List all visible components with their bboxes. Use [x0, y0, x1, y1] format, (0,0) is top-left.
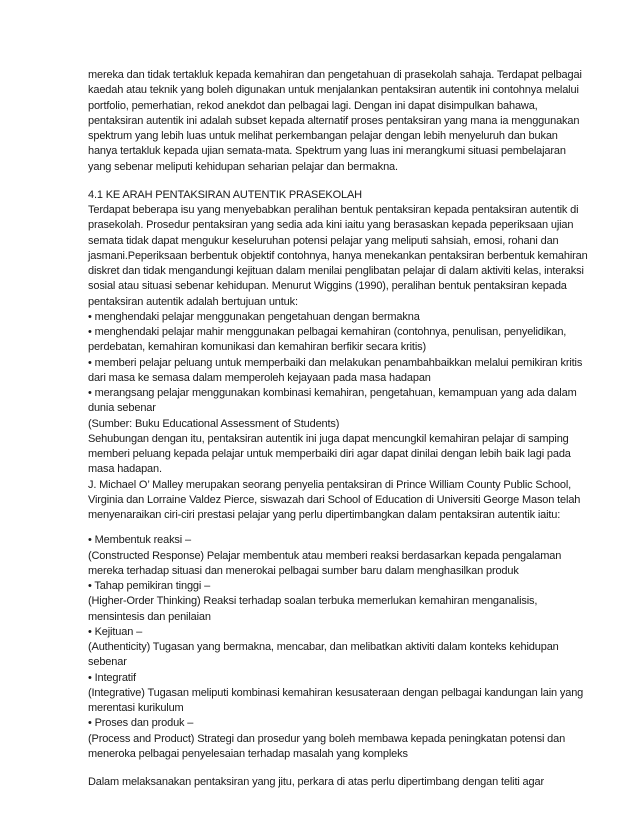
paragraph-gap — [88, 523, 562, 533]
text-line: semata tidak dapat mengukur keseluruhan potensi pelajar yang meliputi sahsiah, emosi, rohani dan — [88, 234, 559, 247]
text-line: (Process and Product) Strategi dan prosedur yang boleh membawa kepada peningkatan potensi dan — [88, 732, 566, 745]
text-line: dari masa ke semasa dalam memperoleh kejayaan pada masa hadapan — [88, 371, 431, 384]
intro-paragraph — [88, 68, 582, 175]
text-line: Dalam melaksanakan pentaksiran yang jitu, perkara di atas perlu dipertimbang dengan teliti agar — [88, 776, 544, 788]
text-line: jasmani.Peperiksaan berbentuk objektif contohnya, hanya menekankan pentaksiran berbentuk kemahiran — [88, 249, 588, 262]
text-line: sosial atau situasi sebenar kehidupan. Menurut Wiggins (1990), peralihan bentuk pentaksiran kepada — [88, 280, 567, 293]
text-line: • merangsang pelajar menggunakan kombinasi kemahiran, pengetahuan, kemampuan yang ada dalam — [88, 387, 577, 399]
text-line: Virginia dan Lorraine Valdez Pierce, siswazah dari School of Education di Universiti George Mason telah — [88, 493, 581, 506]
text-line: (Sumber: Buku Educational Assessment of Students) — [88, 417, 340, 430]
text-line: menyenaraikan ciri-ciri prestasi pelajar yang perlu dipertimbangkan dalam pentaksiran autentik iaitu: — [88, 509, 561, 521]
closing-paragraph — [88, 775, 562, 790]
text-line: memberi peluang kepada pelajar untuk memperbaiki diri agar dapat dinilai dengan lebih baik lagi pada — [88, 448, 571, 460]
text-line: masa hadapan. — [88, 463, 162, 476]
text-line: • Kejituan – — [88, 625, 143, 638]
text-line: mensintesis dan penilaian — [88, 610, 211, 623]
section-heading: 4.1 KE ARAH PENTAKSIRAN AUTENTIK PRASEKOLAH — [88, 188, 362, 201]
text-line: diskret dan tidak mengandungi kejituan dalam menilai penglibatan pelajar di dalam aktiviti kelas, interaksi — [88, 265, 584, 277]
text-line: spektrum yang lebih luas untuk melihat perkembangan pelajar dengan lebih menyeluruh dan bukan — [88, 130, 558, 142]
document-page — [88, 68, 588, 790]
text-line: pentaksiran autentik adalah bertujuan untuk: — [88, 295, 298, 308]
text-line: • Tahap pemikiran tinggi – — [88, 580, 211, 592]
text-line: portfolio, pemerhatian, rekod anekdot dan pelbagai lagi. Dengan ini dapat disimpulkan bahawa, — [88, 99, 538, 112]
text-line: • Proses dan produk – — [88, 717, 194, 730]
paragraph-gap — [88, 762, 562, 775]
text-line: mereka dan tidak tertakluk kepada kemahiran dan pengetahuan di prasekolah sahaja. Terdapat pelbagai — [88, 69, 582, 81]
text-line: meneroka pelbagai penyelesaian terhadap masalah yang kompleks — [88, 747, 408, 760]
text-line: Terdapat beberapa isu yang menyebabkan peralihan bentuk pentaksiran kepada pentaksiran autentik di — [88, 204, 579, 216]
text-line: • Integratif — [88, 671, 136, 684]
text-line: • Membentuk reaksi – — [88, 534, 191, 547]
text-line: dunia sebenar — [88, 402, 156, 415]
text-line: J. Michael O’ Malley merupakan seorang penyelia pentaksiran di Prince William County Public School, — [88, 478, 572, 491]
text-line: • memberi pelajar peluang untuk memperbaiki dan melakukan penambahbaikkan melalui pemikiran kritis — [88, 356, 583, 369]
criteria-list — [88, 533, 584, 762]
text-line: prasekolah. Prosedur pentaksiran yang sedia ada kini iaitu yang berasaskan kepada peperiksaan ujian — [88, 219, 574, 232]
text-line: kaedah atau teknik yang boleh digunakan untuk menjalankan pentaksiran autentik ini contohnya melalui — [88, 84, 579, 97]
text-line: Sehubungan dengan itu, pentaksiran autentik ini juga dapat mencungkil kemahiran pelajar di samping — [88, 432, 569, 445]
text-line: (Authenticity) Tugasan yang bermakna, mencabar, dan melibatkan aktiviti dalam konteks kehidupan — [88, 641, 559, 653]
text-line: yang sebenar meliputi kehidupan seharian pelajar dan bermakna. — [88, 160, 398, 173]
text-line: (Constructed Response) Pelajar membentuk atau memberi reaksi berdasarkan kepada pengalaman — [88, 549, 562, 562]
text-line: • menghendaki pelajar menggunakan pengetahuan dengan bermakna — [88, 310, 420, 323]
paragraph-gap — [88, 175, 562, 188]
section-body — [88, 203, 588, 523]
text-line: (Integrative) Tugasan meliputi kombinasi kemahiran kesusateraan dengan pelbagai kandungan lain yang — [88, 686, 584, 699]
text-line: hanya tertakluk kepada ujian semata-mata. Spektrum yang luas ini merangkumi situasi pembelajaran — [88, 145, 566, 158]
text-line: perdebatan, kemahiran komunikasi dan kemahiran berfikir secara kritis) — [88, 341, 426, 354]
text-line: merentasi kurikulum — [88, 702, 184, 714]
text-line: • menghendaki pelajar mahir menggunakan pelbagai kemahiran (contohnya, penulisan, penyelidikan, — [88, 326, 567, 338]
text-line: sebenar — [88, 656, 127, 669]
text-line: (Higher-Order Thinking) Reaksi terhadap soalan terbuka memerlukan kemahiran menganalisis, — [88, 595, 538, 608]
text-line: mereka terhadap situasi dan menerokai pelbagai sumber baru dalam menghasilkan produk — [88, 564, 519, 577]
text-line: pentaksiran autentik ini adalah subset kepada alternatif proses pentaksiran yang mana ia menggunakan — [88, 114, 580, 127]
